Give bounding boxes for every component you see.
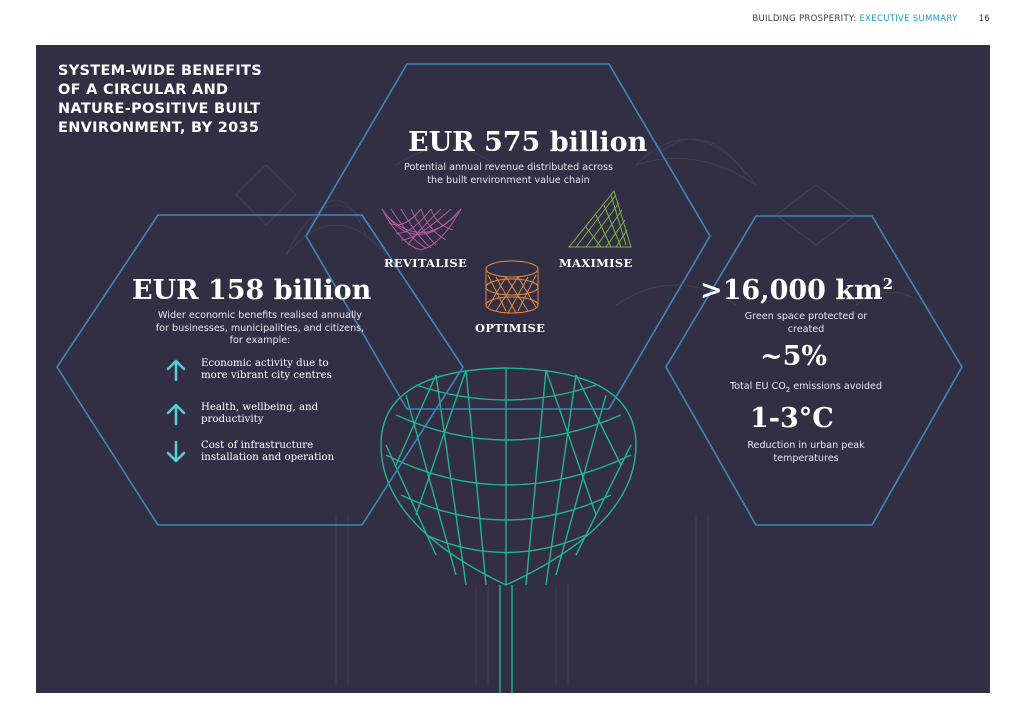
revitalise-bowl-icon xyxy=(382,209,461,250)
optimise-cylinder-icon xyxy=(486,261,538,313)
economic-benefits-figure: EUR 158 billion xyxy=(132,275,372,306)
benefit-3-line-2: installation and operation xyxy=(201,452,335,463)
green-space-unit-superscript: 2 xyxy=(882,275,894,293)
revenue-description xyxy=(376,162,641,187)
page-number: 16 xyxy=(978,14,990,24)
infographic-panel xyxy=(36,45,990,693)
emissions-desc-post: emissions avoided xyxy=(790,381,883,392)
revenue-figure: EUR 575 billion xyxy=(408,127,648,158)
down-arrow-icon xyxy=(165,440,187,464)
header-section: BUILDING PROSPERITY: xyxy=(752,14,857,24)
economic-benefits-description xyxy=(120,310,400,348)
revenue-desc-line-1: Potential annual revenue distributed across xyxy=(404,162,613,173)
temperature-figure: 1-3°C xyxy=(750,403,834,434)
emissions-desc-pre: Total EU CO xyxy=(729,381,786,392)
benefit-item-2 xyxy=(161,402,391,432)
emissions-desc-subscript: 2 xyxy=(785,385,791,394)
econ-desc-line-2: for businesses, municipalities, and citizens, xyxy=(155,322,365,334)
benefit-1-line-2: more vibrant city centres xyxy=(201,370,332,381)
up-arrow-icon xyxy=(165,358,187,382)
econ-desc-line-3: for example: xyxy=(229,335,291,346)
benefit-text-1 xyxy=(201,358,391,382)
temperature-description xyxy=(696,440,916,465)
benefit-2-line-1: Health, wellbeing, and xyxy=(201,402,319,413)
benefit-item-3 xyxy=(161,440,391,470)
tree-lattice-icon xyxy=(381,368,636,693)
emissions-figure: ~5% xyxy=(760,341,828,372)
up-arrow-icon xyxy=(165,402,187,426)
header-subsection: EXECUTIVE SUMMARY xyxy=(859,14,958,24)
temp-desc-line-2: temperatures xyxy=(773,452,839,464)
title-line-4: ENVIRONMENT, BY 2035 xyxy=(58,120,260,136)
benefit-2-line-2: productivity xyxy=(201,414,264,425)
revenue-desc-line-2: the built environment value chain xyxy=(427,174,590,186)
green-desc-line-2: created xyxy=(787,323,825,335)
green-space-description xyxy=(696,311,916,336)
infographic-title xyxy=(58,62,318,138)
page-header xyxy=(752,14,990,24)
green-space-value: >16,000 km xyxy=(700,275,883,306)
green-desc-line-1: Green space protected or xyxy=(744,311,868,322)
maximise-sail-icon xyxy=(569,191,631,247)
benefit-3-line-1: Cost of infrastructure xyxy=(201,440,314,451)
econ-desc-line-1: Wider economic benefits realised annually xyxy=(158,310,362,321)
benefit-item-1 xyxy=(161,358,391,388)
title-line-2: OF A CIRCULAR AND xyxy=(58,82,229,98)
benefit-1-line-1: Economic activity due to xyxy=(201,358,329,369)
benefit-text-3 xyxy=(201,440,391,464)
benefit-text-2 xyxy=(201,402,391,426)
revitalise-label: REVITALISE xyxy=(384,256,468,270)
title-line-3: NATURE-POSITIVE BUILT xyxy=(58,101,261,117)
temp-desc-line-1: Reduction in urban peak xyxy=(747,440,865,451)
maximise-label: MAXIMISE xyxy=(559,256,633,270)
green-space-figure xyxy=(700,275,893,306)
optimise-label: OPTIMISE xyxy=(475,321,546,335)
title-line-1: SYSTEM-WIDE BENEFITS xyxy=(58,63,262,79)
emissions-description xyxy=(676,381,936,396)
